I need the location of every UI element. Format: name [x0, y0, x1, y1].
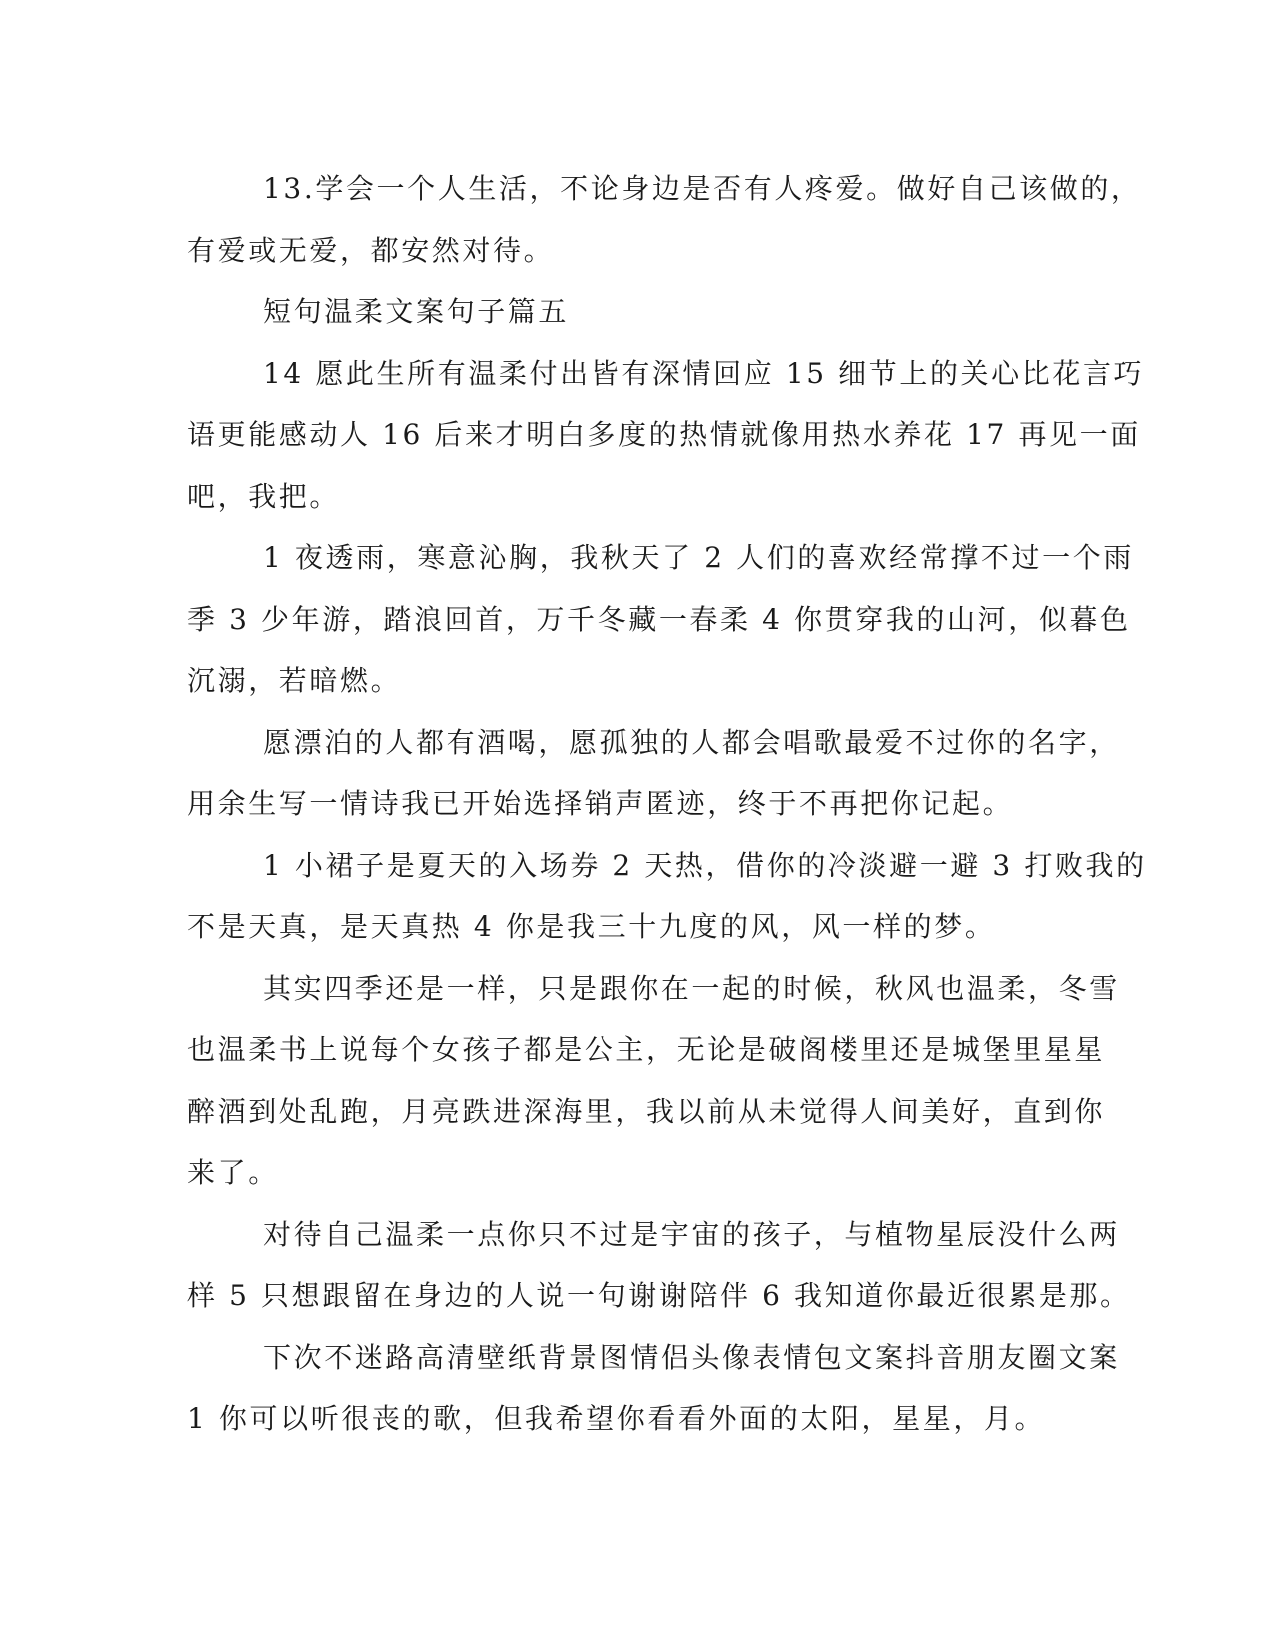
paragraph-seasons: [187, 958, 1120, 1204]
text-line: 13.学会一个人生活，不论身边是否有人疼爱。做好自己该做的，: [263, 172, 1142, 205]
text-line: 用余生写一情诗我已开始选择销声匿迹，终于不再把你记起。: [187, 787, 1014, 820]
text-line: 1 小裙子是夏天的入场券 2 天热，借你的冷淡避一避 3 打败我的: [263, 848, 1147, 882]
text-line: 有爱或无爱，都安然对待。: [187, 233, 555, 267]
paragraph-14-17: [187, 343, 1145, 528]
paragraph-wanderer: [187, 712, 1120, 835]
text-line: 来了。: [187, 1156, 279, 1189]
paragraph-13: [187, 158, 1142, 281]
paragraph-autumn: [187, 527, 1134, 712]
section-heading: [187, 281, 1087, 343]
text-line: 沉溺，若暗燃。: [187, 664, 402, 697]
text-line: 不是天真，是天真热 4 你是我三十九度的风，风一样的梦。: [187, 910, 996, 943]
text-line: 1 夜透雨，寒意沁胸，我秋天了 2 人们的喜欢经常撑不过一个雨: [263, 541, 1134, 574]
paragraph-gentle: [187, 1204, 1131, 1327]
text-line: 对待自己温柔一点你只不过是宇宙的孩子，与植物星辰没什么两: [263, 1217, 1120, 1251]
document-body: [187, 158, 1147, 1450]
text-line: 样 5 只想跟留在身边的人说一句谢谢陪伴 6 我知道你最近很累是那。: [187, 1279, 1131, 1312]
text-line: 吧，我把。: [187, 479, 341, 513]
text-line: 其实四季还是一样，只是跟你在一起的时候，秋风也温柔，冬雪: [263, 971, 1120, 1005]
paragraph-wallpaper: [187, 1327, 1120, 1450]
text-line: 1 你可以听很丧的歌，但我希望你看看外面的太阳，星星，月。: [187, 1402, 1046, 1435]
text-line: 语更能感动人 16 后来才明白多度的热情就像用热水养花 17 再见一面: [187, 418, 1141, 451]
text-line: 14 愿此生所有温柔付出皆有深情回应 15 细节上的关心比花言巧: [263, 356, 1145, 390]
text-line: 醉酒到处乱跑，月亮跌进深海里，我以前从未觉得人间美好，直到你: [187, 1094, 1106, 1128]
heading-line: 短句温柔文案句子篇五: [263, 295, 570, 328]
text-line: 下次不迷路高清壁纸背景图情侣头像表情包文案抖音朋友圈文案: [263, 1340, 1120, 1374]
text-line: 愿漂泊的人都有酒喝，愿孤独的人都会唱歌最爱不过你的名字，: [263, 725, 1120, 759]
text-line: 也温柔书上说每个女孩子都是公主，无论是破阁楼里还是城堡里星星: [187, 1033, 1106, 1066]
paragraph-summer: [187, 835, 1147, 958]
text-line: 季 3 少年游，踏浪回首，万千冬藏一春柔 4 你贯穿我的山河，似暮色: [187, 602, 1131, 636]
